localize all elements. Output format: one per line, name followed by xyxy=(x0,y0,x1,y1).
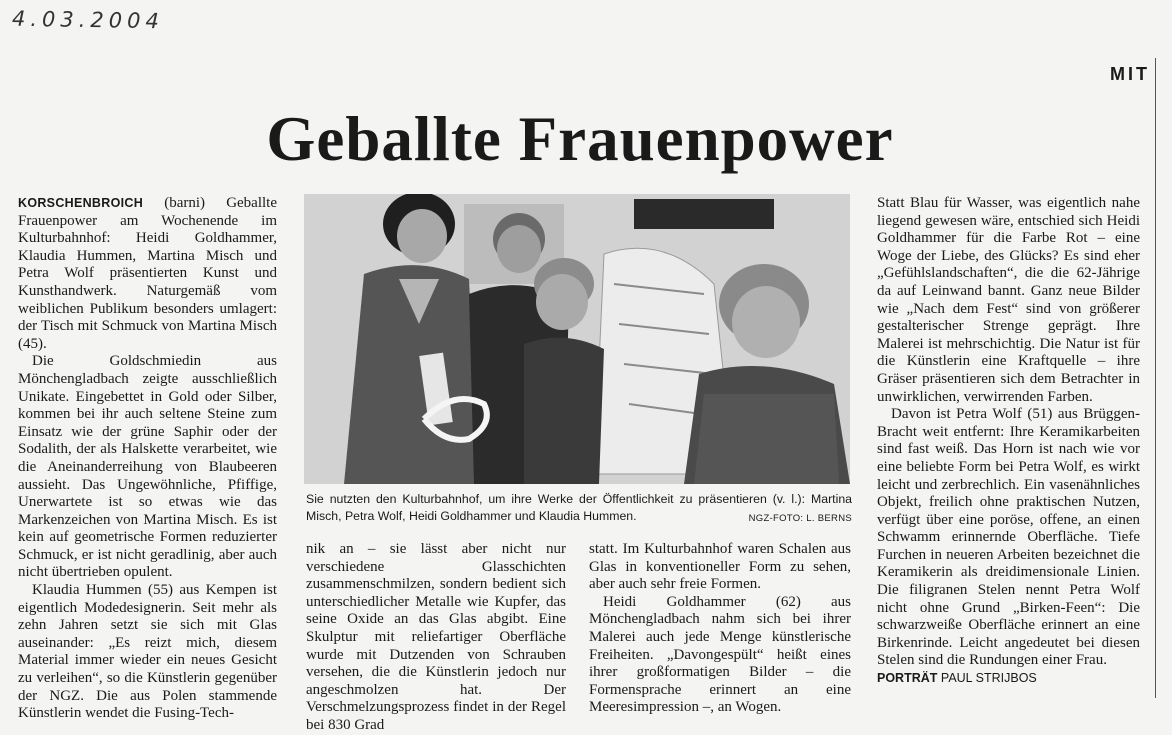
byline-kicker: PORTRÄT xyxy=(877,671,938,686)
dateline: KORSCHENBROICH xyxy=(18,196,144,210)
byline-author: PAUL STRIJBOS xyxy=(940,671,1037,686)
photo-credit: NGZ-FOTO: L. BERNS xyxy=(748,513,852,524)
paragraph: Heidi Goldhammer (62) aus Mönchengladbach nahm sich bei ihrer Malerei auch jede Menge künstlerische Freiheiten. „Davongespült“ heißt eines ihrer großformatigen Bilder – die Formensprache erinnert an eine Meeresimpression –, an Wogen. xyxy=(589,593,851,716)
paragraph: Klaudia Hummen (55) aus Kempen ist eigentlich Modedesignerin. Seit mehr als zehn Jahren setzt sie sich mit Glas auseinander: „Es reizt mich, diesem Material immer wieder ein neues Gesicht zu verleihen“, so die Künstlerin gegenüber der NGZ. Die aus Polen stammende Künstlerin wendet die Fusing-Tech- xyxy=(18,582,277,722)
handwritten-date: 4.03.2004 xyxy=(11,6,165,34)
article-column-2 xyxy=(306,541,566,735)
caption-text: Sie nutzten den Kulturbahnhof, um ihre Werke der Öffentlichkeit zu präsentieren (v. l.): Martina Misch, Petra Wolf, Heidi Goldhammer und Klaudia Hummen. xyxy=(306,492,852,523)
section-tag: MIT xyxy=(1110,64,1150,84)
paragraph: Die Goldschmiedin aus Mönchengladbach zeigte ausschließlich Unikate. Eingebettet in Gold oder Silber, kommen bei ihr auch seltene Steine zum Einsatz wie der grüne Saphir oder der Sodalith, der als Halskette verarbeitet, wie die Aneinanderreihung von Blaubeeren aussieht. Das Ungewöhnliche, Pfiffige, Unerwartete ist so etwas wie das Markenzeichen von Martina Misch. Es ist kein auf geometrische Formen reduzierter Schmuck, er ist nicht geradlinig, aber auch nicht übertrieben opulent. xyxy=(18,353,277,581)
article-column-1 xyxy=(18,195,277,723)
article-column-3 xyxy=(589,541,851,717)
paragraph: Statt Blau für Wasser, was eigentlich nahe liegend gewesen wäre, entschied sich Heidi Goldhammer für die Farbe Rot – eine Woge der Liebe, des Glücks? Es sind eher „Gefühlslandschaften“, die die 62-Jährige da auf Leinwand bannt. Ganz neue Bilder wie „Nach dem Fest“ sind von größerer gestalterischer Strenge geprägt. Ihre Malerei ist mehrschichtig. Die Natur ist für die Künstlerin eine Kraftquelle – ihre Gräser präsentieren sich dem Betrachter in unwirklichen, verwirrenden Farben. xyxy=(877,195,1140,405)
paragraph: statt. Im Kulturbahnhof waren Schalen aus Glas in konventioneller Form zu sehen, aber auch sehr freie Formen. xyxy=(589,541,851,593)
paragraph: Davon ist Petra Wolf (51) aus Brüggen-Bracht weit entfernt: Ihre Keramikarbeiten sind fast weiß. Das Horn ist nach wie vor eine beliebte Form bei Petra Wolf, es wirkt leicht und zerbrechlich. Ein vasenähnliches Objekt, freilich ohne praktischen Nutzen, verfügt über eine poröse, offene, an einen Schwamm erinnernde Oberfläche. Tiefe Furchen in neueren Arbeiten bezeichnet die Keramikerin als dreidimensionale Linien. Die filigranen Stelen nennt Petra Wolf nicht ohne Grund „Birken-Feen“: Die schwarzweiße Oberfläche erinnert an eine Birkenrinde. Leicht angedeutet bei diesen Stelen sind die Rundungen einer Frau. xyxy=(877,406,1140,669)
headline: Geballte Frauenpower xyxy=(266,104,894,174)
lead-paragraph: (barni) Geballte Frauenpower am Wochenende im Kulturbahnhof: Heidi Goldhammer, Klaudia Hummen, Martina Misch und Petra Wolf präsentierten Kunst und Kunsthandwerk. Naturgemäß vom weiblichen Publikum besonders umlagert: der Tisch mit Schmuck von Martina Misch (45). xyxy=(18,195,278,352)
article-column-4 xyxy=(877,195,1140,688)
photo-caption xyxy=(306,491,852,527)
article-photo xyxy=(304,194,850,484)
byline xyxy=(877,670,1140,688)
paragraph: nik an – sie lässt aber nicht nur verschiedene Glasschichten zusammenschmilzen, sondern bedient sich unterschiedlicher Metalle wie Kupfer, das seine Oxide an das Glas abgibt. Eine Skulptur mit reliefartiger Oberfläche wurde mit Dutzenden von Schrauben versehen, die die Künstlerin jedoch nur angeschmolzen hat. Der Verschmelzungsprozess findet in der Regel bei 830 Grad xyxy=(306,541,566,733)
